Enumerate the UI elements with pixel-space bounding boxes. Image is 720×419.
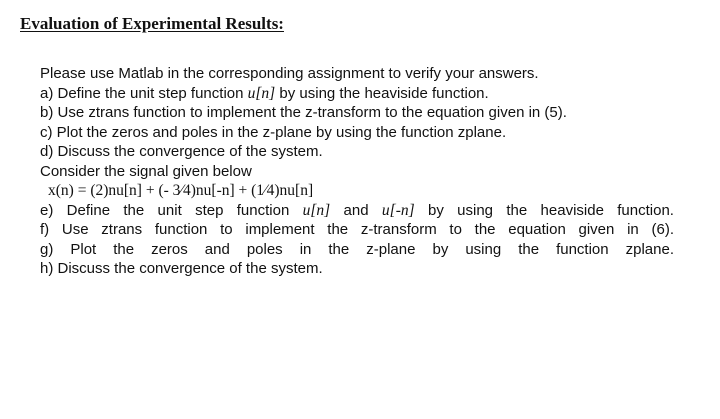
item-d: d) Discuss the convergence of the system. [40,143,323,160]
item-a-text-end: by using the heaviside function. [275,84,489,102]
consider-line: Consider the signal given below [40,162,252,180]
instructions-body [40,64,680,279]
item-b: b) Use ztrans function to implement the z-transform to the equation given in (5). [40,104,567,121]
signal-equation: x(n) = (2)nu[n] + (- 3⁄4)nu[-n] + (1⁄4)nu[n] [48,182,314,199]
item-e-math-1: u[n] [302,201,331,219]
item-a-text-start: a) Define the unit step function [40,84,248,102]
item-g: g) Plot the zeros and poles in the z-plane by using the function zplane. [40,240,674,258]
section-heading: Evaluation of Experimental Results: [20,14,284,33]
item-e-math-2: u[-n] [381,201,415,219]
item-c: c) Plot the zeros and poles in the z-plane by using the function zplane. [40,123,507,141]
item-f: f) Use ztrans function to implement the z-transform to the equation given in (6). [40,221,674,238]
item-e-text-start: e) Define the unit step function [40,201,303,219]
item-e [40,201,674,221]
item-e-text-end: by using the heaviside function. [414,201,674,219]
item-a [40,84,680,104]
item-a-math: u[n] [247,84,276,102]
item-e-text-mid: and [330,201,382,219]
intro-line: Please use Matlab in the corresponding assignment to verify your answers. [40,65,539,82]
item-h: h) Discuss the convergence of the system. [40,260,323,277]
